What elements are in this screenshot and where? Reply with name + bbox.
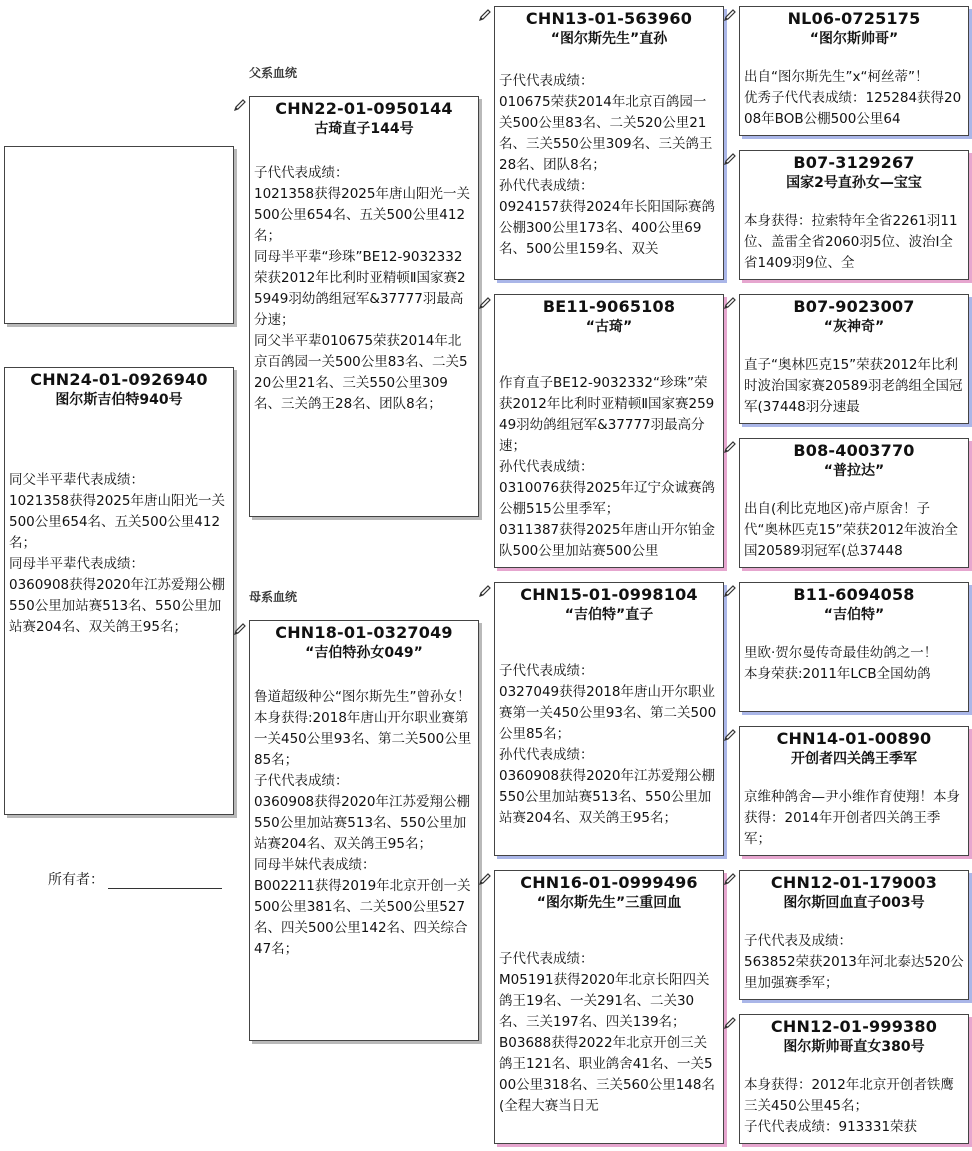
pigeon-name: 图尔斯吉伯特940号	[55, 392, 183, 408]
edit-pencil-icon[interactable]	[723, 1016, 737, 1030]
pedigree-notes: 子代代表及成绩： 563852荣获2013年河北泰达520公里加强赛季军；	[744, 933, 964, 991]
sire-dam-card[interactable]	[494, 294, 724, 568]
ring-number: BE11-9065108	[542, 297, 676, 316]
pedigree-notes: 京维种鸽舍—尹小维作育使翔！本身获得：2014年开创者四关鸽王季军；	[744, 789, 960, 847]
sire-card[interactable]	[249, 96, 479, 517]
dss-card[interactable]	[739, 582, 969, 712]
pedigree-notes: 本身获得：拉索特年全省2261羽11位、盖雷全省2060羽5位、波治I全省1409羽9位、全	[744, 213, 958, 271]
subject-card[interactable]	[4, 367, 234, 815]
pigeon-photo-frame	[4, 146, 234, 324]
ring-number: CHN15-01-0998104	[520, 585, 698, 604]
ring-number: CHN13-01-563960	[525, 9, 693, 28]
sire-sire-card[interactable]	[494, 6, 724, 280]
edit-pencil-icon[interactable]	[723, 584, 737, 598]
sds-card[interactable]	[739, 294, 969, 424]
ring-number: CHN24-01-0926940	[30, 370, 208, 389]
pigeon-name: “图尔斯帅哥”	[809, 31, 899, 47]
edit-pencil-icon[interactable]	[723, 872, 737, 886]
pigeon-name: “图尔斯先生”三重回血	[536, 895, 682, 911]
pedigree-notes: 鲁道超级种公“图尔斯先生”曾孙女！ 本身获得:2018年唐山开尔职业赛第一关450公里93名、第二关500公里85名； 子代代表成绩： 0360908获得2020年江苏爱翔公棚550公里加站赛513名、550公里加站赛204名、双关鸽王95名； 同母半妹代表成绩： B002211获得2019年北京开创一关500公里381名、二关500公里527名、四关500公里142名、四关综合47名；	[254, 689, 472, 957]
edit-pencil-icon[interactable]	[233, 622, 247, 636]
edit-pencil-icon[interactable]	[478, 584, 492, 598]
pedigree-notes: 子代代表成绩： 010675荣获2014年北京百鸽园一关500公里83名、二关520公里21名、三关550公里309名、三关鸽王28名、团队8名； 孙代代表成绩： 0924157获得2024年长阳国际赛鸽公棚300公里173名、400公里69名、500公里159名、双关	[499, 73, 715, 257]
ring-number: B08-4003770	[793, 441, 915, 460]
edit-pencil-icon[interactable]	[478, 872, 492, 886]
edit-pencil-icon[interactable]	[723, 728, 737, 742]
pedigree-notes: 同父半平辈代表成绩： 1021358获得2025年唐山阳光一关500公里654名、五关500公里412名； 同母半平辈代表成绩： 0360908获得2020年江苏爱翔公棚550公里加站赛513名、550公里加站赛204名、双关鸽王95名；	[9, 472, 225, 635]
pigeon-name: “图尔斯先生”直孙	[550, 31, 668, 47]
pigeon-name: “古琦”	[585, 319, 633, 335]
pedigree-notes: 作育直子BE12-9032332“珍珠”荣获2012年比利时亚精顿Ⅱ国家赛25949羽幼鸽组冠军&37777羽最高分速； 孙代代表成绩： 0310076获得2025年辽宁众诚赛鸽公棚515公里季军； 0311387获得2025年唐山开尔铂金队500公里加站赛500公里	[499, 375, 715, 559]
pedigree-notes: 出自“图尔斯先生”x“柯丝蒂”！ 优秀子代代表成绩：125284获得2008年BOB公棚500公里64	[744, 69, 962, 127]
sdd-card[interactable]	[739, 438, 969, 568]
ssd-card[interactable]	[739, 150, 969, 280]
edit-pencil-icon[interactable]	[478, 296, 492, 310]
pedigree-notes: 里欧·贺尔曼传奇最佳幼鸽之一！ 本身荣获:2011年LCB全国幼鸽	[744, 645, 938, 682]
pigeon-name: 古琦直子144号	[314, 121, 414, 137]
dam-card[interactable]	[249, 620, 479, 1041]
owner-label: 所有者：	[48, 872, 104, 888]
edit-pencil-icon[interactable]	[478, 8, 492, 22]
ring-number: NL06-0725175	[787, 9, 921, 28]
pigeon-name: “吉伯特孙女049”	[305, 645, 423, 661]
pigeon-name: 图尔斯帅哥直女380号	[783, 1039, 925, 1055]
pigeon-name: 国家2号直孙女—宝宝	[786, 175, 922, 191]
pigeon-name: “吉伯特”直子	[564, 607, 654, 623]
dam-sire-card[interactable]	[494, 582, 724, 856]
pedigree-notes: 出自(利比克地区)帝卢原舍！子代“奥林匹克15”荣获2012年波治全国20589羽冠军(总37448	[744, 501, 959, 559]
pedigree-notes: 子代代表成绩： M05191获得2020年北京长阳四关鸽王19名、一关291名、二关30名、三关197名、四关139名； B03688获得2022年北京开创三关鸽王121名、职业鸽舍41名、一关500公里318名、三关560公里148名(全程大赛当日无	[499, 951, 715, 1114]
ring-number: B07-9023007	[793, 297, 915, 316]
pigeon-name: “普拉达”	[823, 463, 885, 479]
owner-field	[48, 869, 222, 889]
dds-card[interactable]	[739, 870, 969, 1000]
ddd-card[interactable]	[739, 1014, 969, 1144]
pedigree-notes: 子代代表成绩： 1021358获得2025年唐山阳光一关500公里654名、五关500公里412名； 同母半平辈“珍珠”BE12-9032332荣获2012年比利时亚精顿Ⅱ国家赛25949羽幼鸽组冠军&37777羽最高分速； 同父半平辈010675荣获2014年北京百鸽园一关500公里83名、二关520公里21名、三关550公里309名、三关鸽王28名、团队8名；	[254, 165, 470, 412]
ring-number: CHN12-01-999380	[770, 1017, 938, 1036]
pigeon-name: “灰神奇”	[823, 319, 885, 335]
pedigree-notes: 直子“奥林匹克15”荣获2012年比利时波治国家赛20589羽老鸽组全国冠军(37448羽分速最	[744, 357, 963, 415]
dsd-card[interactable]	[739, 726, 969, 856]
ring-number: B07-3129267	[793, 153, 915, 172]
dam-line-label: 母系血统	[249, 590, 298, 604]
pigeon-name: 开创者四关鸽王季军	[791, 751, 917, 767]
ring-number: CHN16-01-0999496	[520, 873, 698, 892]
pigeon-name: “吉伯特”	[823, 607, 885, 623]
ring-number: CHN12-01-179003	[770, 873, 938, 892]
ring-number: B11-6094058	[793, 585, 915, 604]
sire-line-label: 父系血统	[249, 66, 298, 80]
owner-blank-line	[108, 874, 222, 889]
dam-dam-card[interactable]	[494, 870, 724, 1144]
pigeon-name: 图尔斯回血直子003号	[783, 895, 925, 911]
edit-pencil-icon[interactable]	[233, 98, 247, 112]
sss-card[interactable]	[739, 6, 969, 136]
edit-pencil-icon[interactable]	[723, 440, 737, 454]
edit-pencil-icon[interactable]	[723, 8, 737, 22]
pedigree-notes: 本身获得：2012年北京开创者铁鹰三关450公里45名； 子代代表成绩：913331荣获	[744, 1077, 954, 1135]
ring-number: CHN22-01-0950144	[275, 99, 453, 118]
ring-number: CHN14-01-00890	[776, 729, 932, 748]
pedigree-notes: 子代代表成绩： 0327049获得2018年唐山开尔职业赛第一关450公里93名、第二关500公里85名； 孙代代表成绩： 0360908获得2020年江苏爱翔公棚550公里加站赛513名、550公里加站赛204名、双关鸽王95名；	[499, 663, 717, 826]
edit-pencil-icon[interactable]	[723, 152, 737, 166]
ring-number: CHN18-01-0327049	[275, 623, 453, 642]
edit-pencil-icon[interactable]	[723, 296, 737, 310]
